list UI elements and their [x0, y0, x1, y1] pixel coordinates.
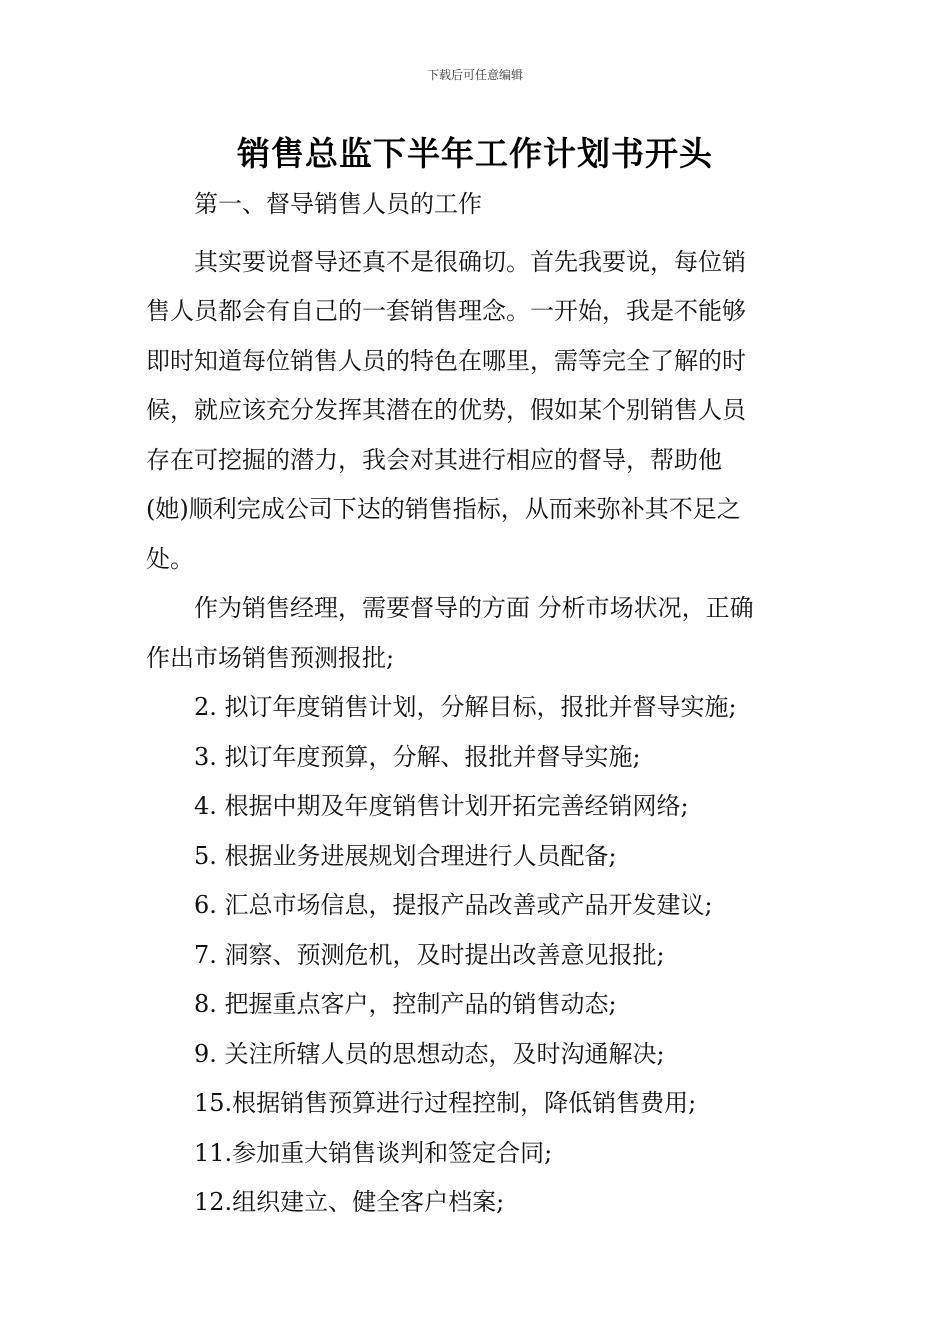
- list-item: 6. 汇总市场信息，提报产品改善或产品开发建议;: [194, 891, 713, 919]
- list-item: 8. 把握重点客户，控制产品的销售动态;: [194, 990, 617, 1018]
- paragraph-line: 作出市场销售预测报批;: [146, 643, 395, 672]
- paragraph-2: [146, 584, 806, 683]
- paragraph-line: 作为销售经理，需要督导的方面 分析市场状况，正确: [194, 594, 754, 622]
- paragraph-line: 存在可挖掘的潜力，我会对其进行相应的督导，帮助他: [146, 445, 722, 474]
- list-item: 9. 关注所辖人员的思想动态，及时沟通解决;: [194, 1039, 665, 1068]
- paragraph-1: [146, 238, 806, 585]
- header-note: 下载后可任意编辑: [426, 68, 523, 82]
- list-item: 2. 拟订年度销售计划，分解目标，报批并督导实施;: [194, 693, 737, 721]
- list-item: 15.根据销售预算进行过程控制，降低销售费用;: [194, 1089, 697, 1117]
- list-item: 4. 根据中期及年度销售计划开拓完善经销网络;: [194, 792, 689, 820]
- paragraph-line: 其实要说督导还真不是很确切。首先我要说，每位销: [194, 247, 746, 276]
- list-item: 12.组织建立、健全客户档案;: [194, 1188, 505, 1216]
- document-title: 销售总监下半年工作计划书开头: [237, 134, 713, 173]
- list-item: 11.参加重大销售谈判和签定合同;: [194, 1138, 553, 1167]
- list-item: 3. 拟订年度预算，分解、报批并督导实施;: [194, 742, 641, 771]
- paragraph-line: 处。: [146, 544, 194, 573]
- paragraph-line: (她)顺利完成公司下达的销售指标，从而来弥补其不足之: [146, 495, 741, 523]
- list-item: 5. 根据业务进展规划合理进行人员配备;: [194, 841, 617, 870]
- document-body: [146, 180, 806, 1228]
- paragraph-line: 候，就应该充分发挥其潜在的优势，假如某个别销售人员: [146, 396, 746, 424]
- paragraph-line: 售人员都会有自己的一套销售理念。一开始，我是不能够: [146, 297, 746, 325]
- paragraph-line: 即时知道每位销售人员的特色在哪里，需等完全了解的时: [146, 346, 746, 375]
- list-item: 7. 洞察、预测危机，及时提出改善意见报批;: [194, 940, 665, 969]
- section-heading: 第一、督导销售人员的工作: [194, 190, 482, 218]
- duty-list: [146, 683, 806, 1228]
